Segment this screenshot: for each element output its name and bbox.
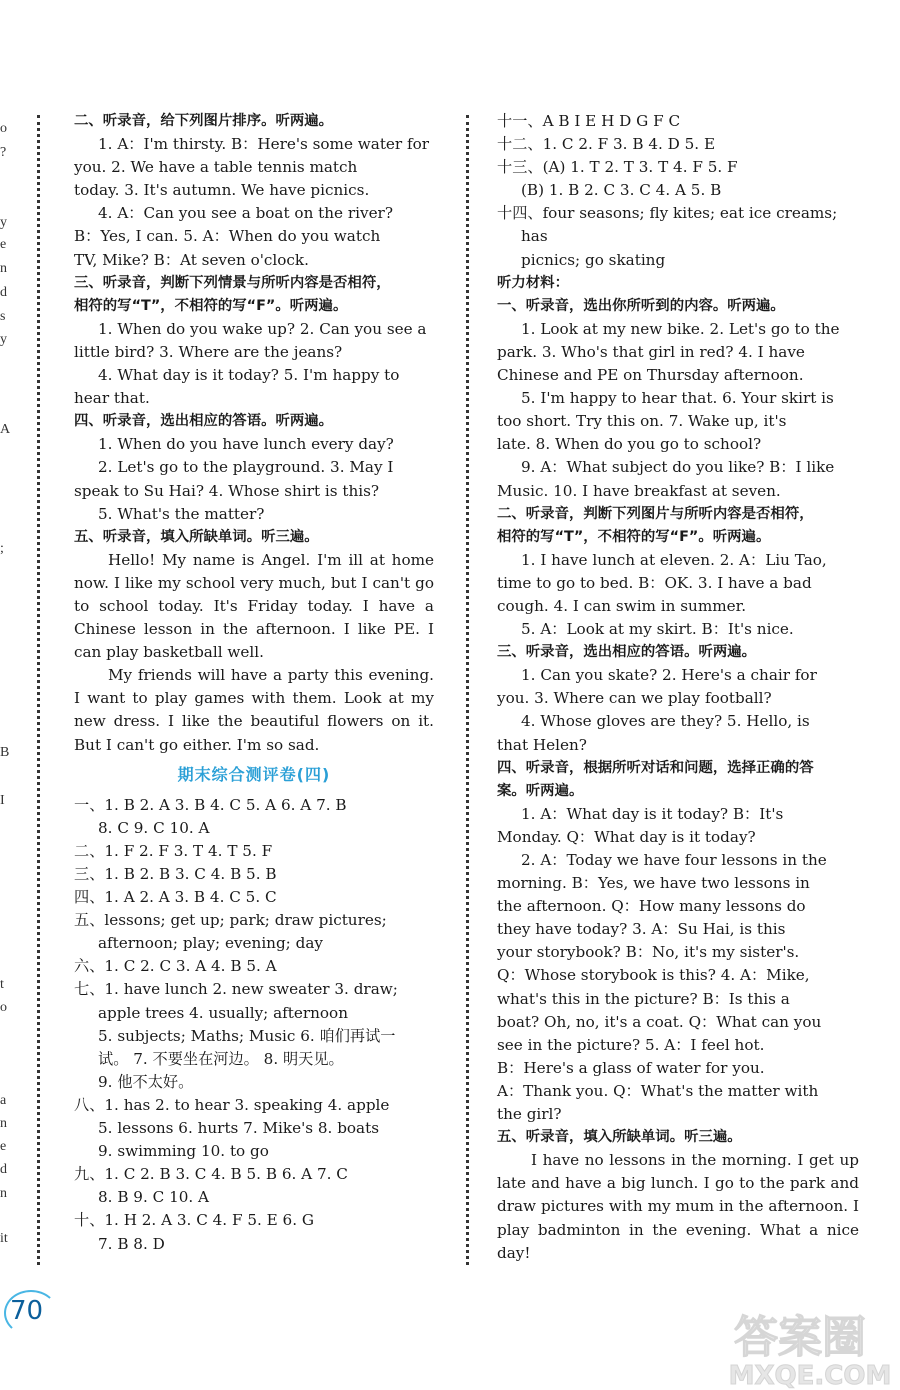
text-line: apple trees 4. usually; afternoon	[98, 1003, 348, 1022]
edge-letter: ?	[0, 145, 7, 160]
text-line: what's this in the picture? B：Is this a	[497, 989, 790, 1008]
text-line: park. 3. Who's that girl in red? 4. I have	[497, 342, 805, 361]
edge-letter: y	[0, 332, 7, 347]
edge-letter: it	[0, 1231, 8, 1246]
text-line: today. 3. It's autumn. We have picnics.	[74, 181, 370, 200]
text-line: (B) 1. B 2. C 3. C 4. A 5. B	[521, 181, 722, 200]
text-line: boat? Oh, no, it's a coat. Q：What can you	[497, 1012, 822, 1031]
section-heading: 四、听录音，选出相应的答语。听两遍。	[74, 413, 334, 430]
text-line: 1. Can you skate? 2. Here's a chair for	[521, 666, 817, 685]
edge-letter: o	[0, 121, 7, 136]
edge-letter: I	[0, 793, 5, 808]
text-line: 2. A：Today we have four lessons in the	[521, 851, 827, 869]
text-line: see in the picture? 5. A：I feel hot.	[497, 1035, 765, 1054]
section-heading: 四、听录音，根据所听对话和问题，选择正确的答	[497, 759, 814, 776]
text-line: 5. lessons 6. hurts 7. Mike's 8. boats	[98, 1119, 380, 1138]
text-line: 1. I have lunch at eleven. 2. A：Liu Tao,	[521, 550, 827, 569]
text-line: picnics; go skating	[521, 250, 666, 269]
passage-paragraph: I have no lessons in the morning. I get up late and have a big lunch. I go to the park and draw pictures with my mum in the afternoon. I play badminton in the evening. What a nice day!	[497, 1151, 859, 1262]
passage-paragraph: Hello! My name is Angel. I'm ill at home now. I like my school very much, but I can't go to school today. It's Friday today. I have a Chinese lesson in the afternoon. I like PE. I can play basketball well.	[74, 550, 434, 662]
text-line: 5. subjects; Maths; Music 6. 咱们再试一	[98, 1026, 396, 1045]
text-line: too short. Try this on. 7. Wake up, it's	[497, 412, 787, 431]
section-heading: 五、听录音，填入所缺单词。听三遍。	[74, 528, 319, 545]
edge-letter: o	[0, 1000, 7, 1015]
text-line: 9. swimming 10. to go	[98, 1142, 269, 1161]
edge-letter: a	[0, 1093, 7, 1108]
text-line: Q：Whose storybook is this? 4. A：Mike,	[497, 966, 810, 985]
text-line: 9. 他不太好。	[98, 1072, 194, 1091]
text-line: they have today? 3. A：Su Hai, is this	[497, 920, 786, 939]
text-line: 9. A：What subject do you like? B：I like	[521, 458, 835, 477]
text-line: Chinese and PE on Thursday afternoon.	[497, 366, 804, 385]
text-line: morning. B：Yes, we have two lessons in	[497, 874, 810, 893]
section-heading: 听力材料：	[497, 274, 569, 291]
text-line: 8. C 9. C 10. A	[98, 818, 210, 837]
section-heading: 三、听录音，判断下列情景与所听内容是否相符，	[74, 274, 391, 291]
edge-letter: e	[0, 1139, 7, 1154]
text-line: 1. When do you have lunch every day?	[98, 435, 394, 454]
edge-letter: e	[0, 237, 7, 252]
answer-line: 四、1. A 2. A 3. B 4. C 5. C	[74, 888, 277, 907]
text-line: 1. A：What day is it today? B：It's	[521, 804, 784, 823]
section-heading: 三、听录音，选出相应的答语。听两遍。	[497, 644, 757, 661]
page-number-badge	[4, 1290, 62, 1334]
text-line: little bird? 3. Where are the jeans?	[74, 342, 343, 361]
text-line: you. 3. Where can we play football?	[497, 689, 772, 708]
edge-letter: B	[0, 745, 10, 760]
watermark-logo	[700, 1300, 900, 1390]
text-line: 4. Whose gloves are they? 5. Hello, is	[521, 712, 810, 731]
text-line: 4. What day is it today? 5. I'm happy to	[98, 366, 400, 385]
text-line: B：Yes, I can. 5. A：When do you watch	[74, 227, 381, 246]
answer-line: 十二、1. C 2. F 3. B 4. D 5. E	[497, 135, 716, 154]
answer-line: 九、1. C 2. B 3. C 4. B 5. B 6. A 7. C	[74, 1165, 348, 1184]
text-line: afternoon; play; evening; day	[98, 934, 323, 953]
passage-paragraph: My friends will have a party this evening. I want to play games with them. Look at my new dress. I like the beautiful flowers on it. But I can't go either. I'm so sad.	[74, 666, 434, 754]
text-line: 1. Look at my new bike. 2. Let's go to the	[521, 319, 840, 338]
section-heading: 案。听两遍。	[497, 782, 584, 799]
section-heading: 五、听录音，填入所缺单词。听三遍。	[497, 1129, 742, 1146]
text-line: you. 2. We have a table tennis match	[74, 158, 358, 177]
left-column	[74, 110, 434, 1256]
answer-line: 十、1. H 2. A 3. C 4. F 5. E 6. G	[74, 1211, 315, 1230]
section-heading: 相符的写“T”，不相符的写“F”。听两遍。	[74, 297, 348, 314]
text-line: TV, Mike? B：At seven o'clock.	[74, 250, 309, 269]
edge-letter: d	[0, 285, 7, 300]
edge-letter: n	[0, 1186, 7, 1201]
edge-letter: ;	[0, 541, 4, 556]
answer-line: 七、1. have lunch 2. new sweater 3. draw;	[74, 980, 398, 999]
page-number: 70	[10, 1296, 44, 1326]
answer-line: 五、lessons; get up; park; draw pictures;	[74, 911, 387, 930]
text-line: late. 8. When do you go to school?	[497, 435, 762, 454]
center-dotted-divider	[466, 115, 469, 1265]
section-heading: 相符的写“T”，不相符的写“F”。听两遍。	[497, 528, 771, 545]
answer-line: 三、1. B 2. B 3. C 4. B 5. B	[74, 865, 277, 883]
answer-line: 十三、(A) 1. T 2. T 3. T 4. F 5. F	[497, 158, 738, 177]
text-line: hear that.	[74, 389, 150, 408]
text-line: 2. Let's go to the playground. 3. May I	[98, 458, 394, 477]
left-dotted-binding-line	[37, 115, 40, 1265]
text-line: your storybook? B：No, it's my sister's.	[497, 943, 800, 962]
answer-line: 十一、A B I E H D G F C	[497, 112, 681, 130]
watermark-text-url: MXQE.COM	[728, 1361, 892, 1390]
text-line: Music. 10. I have breakfast at seven.	[497, 481, 781, 500]
edge-letter: n	[0, 1116, 7, 1131]
answer-line: 一、1. B 2. A 3. B 4. C 5. A 6. A 7. B	[74, 795, 347, 814]
edge-letter: y	[0, 215, 7, 230]
text-line: 8. B 9. C 10. A	[98, 1188, 210, 1207]
text-line: time to go to bed. B：OK. 3. I have a bad	[497, 573, 812, 592]
section-heading: 二、听录音，判断下列图片与所听内容是否相符，	[497, 505, 814, 522]
edge-letter: t	[0, 977, 4, 992]
text-line: 1. When do you wake up? 2. Can you see a	[98, 319, 427, 338]
edge-letter: d	[0, 1162, 7, 1177]
answer-line: 八、1. has 2. to hear 3. speaking 4. apple	[74, 1095, 390, 1114]
text-line: B：Here's a glass of water for you.	[497, 1058, 765, 1077]
text-line: speak to Su Hai? 4. Whose shirt is this?	[74, 481, 380, 500]
text-line: the girl?	[497, 1105, 562, 1124]
text-line: the afternoon. Q：How many lessons do	[497, 897, 806, 916]
text-line: A：Thank you. Q：What's the matter with	[497, 1081, 819, 1100]
text-line: 7. B 8. D	[98, 1234, 165, 1253]
text-line: 5. A：Look at my skirt. B：It's nice.	[521, 620, 794, 639]
text-line: 5. I'm happy to hear that. 6. Your skirt is	[521, 389, 834, 408]
answer-line: 十四、four seasons; fly kites; eat ice creams; has	[497, 204, 838, 246]
text-line: cough. 4. I can swim in summer.	[497, 596, 747, 615]
edge-letter: n	[0, 261, 7, 276]
edge-letter: s	[0, 309, 6, 324]
section-heading: 二、听录音，给下列图片排序。听两遍。	[74, 113, 334, 129]
text-line: Monday. Q：What day is it today?	[497, 827, 756, 846]
edge-letter: A	[0, 422, 11, 437]
text-line: that Helen?	[497, 735, 587, 754]
text-line: 4. A：Can you see a boat on the river?	[98, 204, 393, 223]
text-line: 1. A：I'm thirsty. B：Here's some water for	[98, 135, 430, 154]
text-line: 5. What's the matter?	[98, 504, 265, 523]
answer-line: 六、1. C 2. C 3. A 4. B 5. A	[74, 957, 277, 976]
right-column	[497, 110, 859, 1265]
section-heading: 一、听录音，选出你所听到的内容。听两遍。	[497, 297, 785, 314]
answer-line: 二、1. F 2. F 3. T 4. T 5. F	[74, 841, 273, 860]
text-line: 试。 7. 不要坐在河边。 8. 明天见。	[98, 1049, 344, 1068]
exam-section-title: 期末综合测评卷(四)	[177, 764, 331, 784]
watermark-text-cn: 答案圈	[734, 1312, 866, 1363]
